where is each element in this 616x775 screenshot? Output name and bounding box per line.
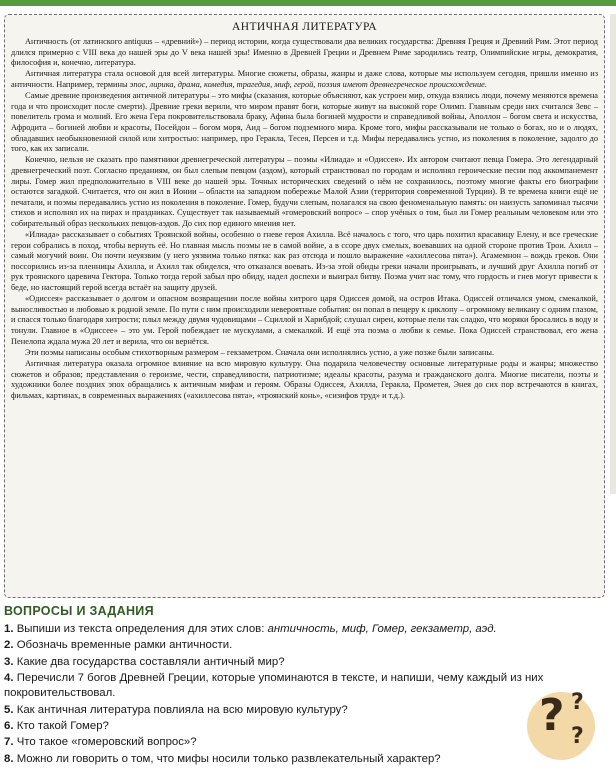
article-paragraph-5: «Илиада» рассказывает о событиях Троянской войны, особенно о гневе героя Ахилла. Всё началось с того, что царь похитил красавицу Елену, и все греческие герои собрались в поход, чтобы вернуть её. Но главная мысль поэмы не в самой войне, а в ссоре двух смелых, воевавших на одной стороне против Трои. Ахилл – самый могучий воин. Он почти неуязвим (у него уязвима только пятка: как раз отсюда и пошло выражение «ахиллесова пята»). Агамемнон – вождь греков. Они поссорились из-за пленницы Ахилла, и Ахилл так обиделся, что отказался воевать. Из-за этой обиды греки начали проигрывать, и лучший друг Ахилла погиб от рук троянского царевича Гектора. Только тогда герой забыл про обиду, надел доспехи и выиграл битву. Поэма учит нас тому, что гордость и гнев могут привести к беде, но настоящий герой всегда встаёт на защиту друзей.	[11, 230, 598, 293]
article-paragraph-8: Античная литература оказала огромное влияние на всю мировую культуру. Она подарила человечеству основные литературные роды и жанры; множество сюжетов и образов; представления о героизме, чести, справедливости, патриотизме; идеалы красоты, разума и гражданского долга. Многие писатели, поэты и художники более поздних эпох обращались к античным мифам и героям. Образы Одиссея, Ахилла, Геракла, Прометея, Энея до сих пор встречаются в книгах, фильмах, картинах, в современных выражениях («ахиллесова пята», «троянский конь», «сизифов труд» и т.д.).	[11, 358, 598, 400]
paragraph-2-terms: эпос, лирика, драма, комедия, трагедия, миф, герой, поэзия имеют древнегреческое происхождение.	[129, 79, 487, 89]
question-item-4	[4, 671, 544, 701]
question-item-7	[4, 735, 604, 750]
question-number: 4 .	[4, 672, 14, 684]
question-text: Какие два государства составляли античный мир?	[16, 655, 285, 668]
article-paragraph-3: Самые древние произведения античной литературы – это мифы (сказания, которые объясняют, как устроен мир, откуда взялись люди, почему меняются времена года и что происходит после смерти). Древние греки верили, что миром правят боги, которые живут на высокой горе Олимп. Главным среди них считался Зевс – повелитель грома и молний. Его жена Гера покровительствовала браку, Афина была богиней мудрости и справедливой войны, Аполлон – богом света и искусства, Афродита – богиней любви и красоты, Посейдон – богом моря, Аид – богом подземного мира. Кроме того, мифы рассказывали не только о богах, но и о людях, обладавших необыкновенной силой или хитростью: например, про Геракла, Тесея, Персея и т.д. Мифы передавались устно, из поколения в поколение, задолго до того, как их записали.	[11, 91, 598, 154]
question-item-5	[4, 703, 604, 718]
question-number: 5 .	[4, 704, 14, 716]
questions-heading: ВОПРОСЫ И ЗАДАНИЯ	[4, 604, 154, 618]
question-mark-small-top: ?	[571, 690, 584, 715]
article-box	[4, 14, 605, 598]
question-number: 6 .	[4, 720, 14, 732]
question-text: Обозначь временные рамки античности.	[16, 639, 233, 652]
question-number: 7 .	[4, 736, 14, 748]
article-title: АНТИЧНАЯ ЛИТЕРАТУРА	[232, 21, 377, 33]
question-mark-large: ?	[539, 690, 565, 741]
question-text: Как античная литература повлияла на всю мировую культуру?	[16, 703, 348, 716]
article-paragraph-6: «Одиссея» рассказывает о долгом и опасном возвращении после войны хитрого царя Одиссея домой, на остров Итака. Одиссей отличался умом, смекалкой, выносливостью и любовью к родной земле. По пути с ним происходили невероятные события: он попал в пещеру к циклопу – огромному великану с одним глазом, и спасся только благодаря хитрости; плыл между двумя чудовищами – Сциллой и Харибдой; слушал сирен, которые пели так сладко, что моряки бросались в воду и тонули. Главное в «Одиссее» – это ум. Герой побеждает не мускулами, а смекалкой. И ещё эта поэма о любви к семье. Пока Одиссей странствовал, его жена Пенелопа ждала мужа 20 лет и верила, что он вернётся.	[11, 294, 598, 346]
question-item-1	[4, 622, 604, 637]
question-item-6	[4, 719, 604, 734]
article-paragraph-4: Конечно, нельзя не сказать про памятники древнегреческой литературы – поэмы «Илиада» и «Одиссея». Их автором считают певца Гомера. Это легендарный древнегреческий поэт. Согласно преданиям, он был слепым певцом (аэдом), который странствовал по городам и исполнял героические песни под аккомпанемент лиры. Гомер жил предположительно в VIII веке до нашей эры. Точных исторических сведений о нём не сохранилось, поэтому многие факты его биографии остаются загадкой. Считается, что он жил в Ионии – области на западном побережье Малой Азии (территория современной Турции). В те времена книги ещё не печатали, и поэмы передавались устно из поколения в поколение. Гомер, будучи слепым, полагался на свою феноменальную память: он наизусть запоминал тысячи стихов и исполнял их на пирах и праздниках. Существует так называемый «гомеровский вопрос» – спор учёных о том, был ли Гомер реальным человеком или это собирательный образ нескольких певцов-аэдов. До сих пор единого мнения нет.	[11, 155, 598, 228]
question-mark-small-bottom: ?	[571, 724, 584, 749]
question-number: 2 .	[4, 639, 14, 651]
question-number: 8 .	[4, 753, 14, 765]
question-number: 3 .	[4, 656, 14, 668]
question-text: Кто такой Гомер?	[16, 719, 109, 732]
question-text: Можно ли говорить о том, что мифы носили только развлекательный характер?	[16, 752, 441, 765]
question-text: Что такое «гомеровский вопрос»?	[16, 736, 197, 749]
question-marks-icon	[519, 688, 599, 768]
question-text: Выпиши из текста определения для этих слов:	[16, 623, 268, 635]
question-terms: античность, миф, Гомер, гекзаметр, аэд.	[267, 623, 497, 635]
top-accent-bar	[0, 0, 616, 6]
question-item-2	[4, 638, 604, 653]
questions-list	[4, 622, 604, 768]
question-text: Перечисли 7 богов Древней Греции, которые упоминаются в тексте, и напиши, чему каждый из них покровительствовал.	[4, 672, 544, 700]
question-item-8	[4, 752, 604, 767]
paragraph-2-text: Античная литература стала основой для всей литературы. Многие сюжеты, образы, жанры и даже слова, которые мы используем сегодня, пришли именно из античности. Например, термины	[11, 69, 598, 89]
page-edge-strip	[610, 14, 616, 494]
question-number: 1 .	[4, 623, 14, 635]
article-paragraph-1: Античность (от латинского antiquus – «древний») – период истории, когда существовали два великих государства: Древняя Греция и Древний Рим. Этот период длился примерно с VIII века до нашей эры до V века нашей эры! Именно в Древней Греции и Древнем Риме зародились театр, Олимпийские игры, демократия, философия и, конечно, литература.	[11, 37, 598, 68]
article-paragraph-2	[11, 69, 598, 90]
question-item-3	[4, 655, 604, 670]
article-paragraph-7: Эти поэмы написаны особым стихотворным размером – гекзаметром. Сначала они исполнялись устно, а уже позже были записаны.	[25, 347, 495, 357]
